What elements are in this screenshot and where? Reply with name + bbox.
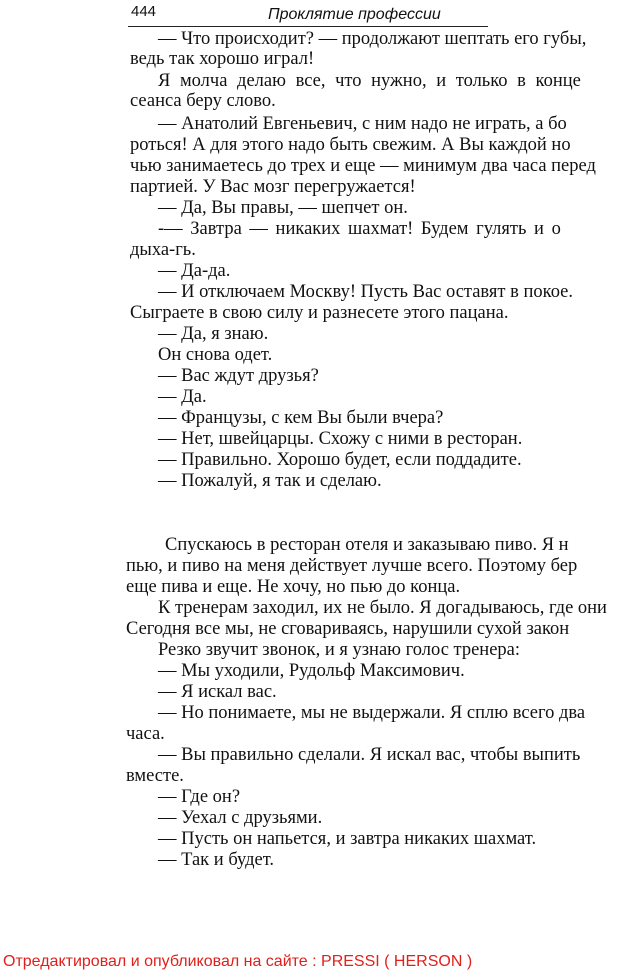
- page-number: 444: [131, 3, 157, 20]
- text-line: дыха-гь.: [130, 240, 196, 260]
- text-line: — Вас ждут друзья?: [158, 366, 319, 386]
- text-line: пью, и пиво на меня действует лучше всего. Поэтому бер: [126, 556, 578, 576]
- text-line: Он снова одет.: [158, 345, 273, 365]
- text-line: Я молча делаю все, что нужно, и только в конце: [158, 71, 581, 91]
- running-title: Проклятие профессии: [268, 6, 441, 23]
- text-line: — Уехал с друзьями.: [158, 808, 323, 828]
- text-line: часа.: [126, 724, 165, 744]
- text-line: — Французы, с кем Вы были вчера?: [158, 408, 444, 428]
- text-line: — Пусть он напьется, и завтра никаких шахмат.: [158, 829, 537, 849]
- text-line: — Правильно. Хорошо будет, если поддадите.: [158, 450, 522, 470]
- text-line: — Нет, швейцарцы. Схожу с ними в ресторан.: [158, 429, 523, 449]
- text-line: — Мы уходили, Рудольф Максимович.: [158, 661, 465, 681]
- text-line: — Да, Вы правы, — шепчет он.: [158, 198, 408, 218]
- text-line: — Так и будет.: [158, 850, 275, 870]
- text-line: — Анатолий Евгеньевич, с ним надо не играть, а бо: [158, 114, 567, 134]
- text-line: — Вы правильно сделали. Я искал вас, чтобы выпить: [158, 745, 581, 765]
- text-line: -— Завтра — никаких шахмат! Будем гулять и о: [158, 219, 561, 239]
- text-line: — И отключаем Москву! Пусть Вас оставят в покое.: [158, 282, 574, 302]
- text-line: — Да, я знаю.: [158, 324, 269, 344]
- text-line: — Но понимаете, мы не выдержали. Я сплю всего два: [158, 703, 586, 723]
- text-line: Спускаюсь в ресторан отеля и заказываю пиво. Я н: [165, 535, 569, 555]
- text-line: чью занимаетесь до трех и еще — минимум два часа перед: [130, 156, 596, 176]
- text-line: — Что происходит? — продолжают шептать его губы,: [158, 29, 587, 49]
- text-line: — Пожалуй, я так и сделаю.: [158, 471, 382, 491]
- text-line: — Я искал вас.: [158, 682, 277, 702]
- text-line: К тренерам заходил, их не было. Я догадываюсь, где они: [158, 598, 607, 618]
- text-line: сеанса беру слово.: [130, 91, 276, 111]
- text-line: Сегодня все мы, не сговариваясь, нарушили сухой закон: [126, 619, 570, 639]
- publisher-credit: Отредактировал и опубликовал на сайте : PRESSI ( HERSON ): [3, 953, 473, 970]
- text-line: еще пива и еще. Не хочу, но пью до конца.: [126, 577, 461, 597]
- text-line: — Где он?: [158, 787, 241, 807]
- text-line: ведь так хорошо играл!: [130, 49, 315, 69]
- text-line: Резко звучит звонок, и я узнаю голос тренера:: [158, 640, 521, 660]
- text-line: — Да.: [158, 387, 207, 407]
- text-line: — Да-да.: [158, 261, 231, 281]
- text-line: роться! А для этого надо быть свежим. А Вы каждой но: [130, 135, 571, 155]
- text-line: партией. У Вас мозг перегружается!: [130, 177, 416, 197]
- text-line: вместе.: [126, 766, 184, 786]
- text-line: Сыграете в свою силу и разнесете этого пацана.: [130, 303, 509, 323]
- page-header: [128, 0, 488, 27]
